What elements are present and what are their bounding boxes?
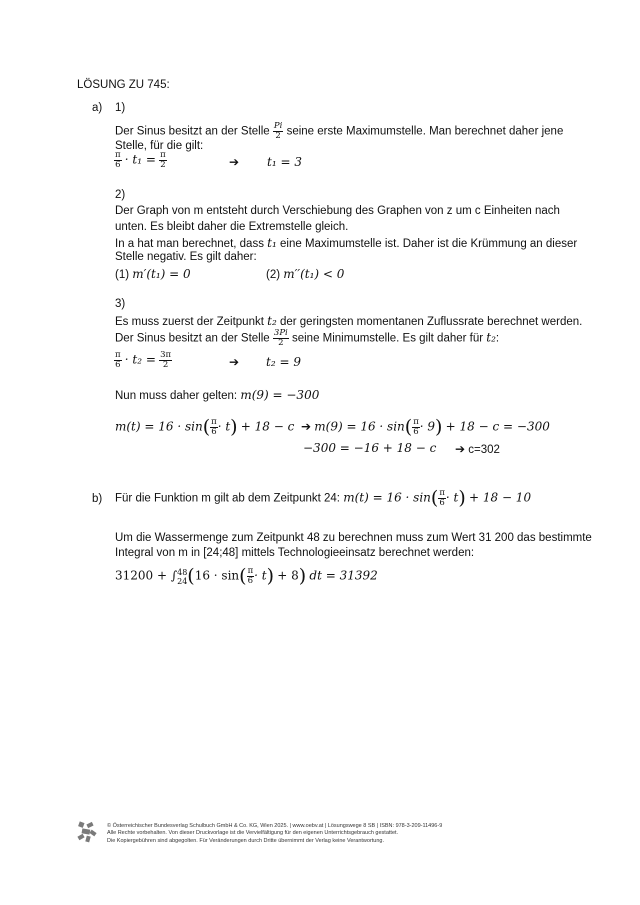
p3-line1 — [115, 314, 582, 328]
p3-line2-text-b: seine Minimumstelle. Es gilt daher für — [291, 332, 484, 345]
p3-line2-text-a: Der Sinus besitzt an der Stelle — [115, 332, 270, 345]
b-eq-b: + 18 − 10 — [468, 490, 532, 505]
fraction-3pi-over-2 — [159, 351, 172, 370]
fraction-pi-over-6 — [114, 351, 122, 370]
cond1-label: (1) — [115, 269, 130, 281]
int-b: 16 · sin — [194, 568, 240, 583]
fraction-pi-over-6 — [438, 489, 446, 508]
paren: ) — [230, 416, 238, 438]
frac-den: 6 — [439, 498, 445, 508]
p2-line1: Der Graph von m entsteht durch Verschiebung des Graphen von z um c Einheiten nach — [115, 205, 560, 217]
fraction-pi-over-6 — [210, 418, 218, 437]
paren: ( — [404, 416, 413, 438]
subpart-2-label: 2) — [115, 189, 126, 201]
frac-num: Pi — [273, 121, 283, 131]
page-title: LÖSUNG ZU 745: — [77, 79, 170, 91]
frac-den: 2 — [278, 338, 284, 348]
must-eq: m(9) = −300 — [240, 388, 320, 402]
fraction-3pi-over-2 — [273, 329, 289, 348]
integral-equation — [115, 567, 378, 586]
frac-num: π — [247, 566, 254, 576]
int-bounds — [177, 568, 187, 586]
t2-symbol: t₂ — [486, 330, 496, 345]
p1-line1-text-b: seine erste Maximumstelle. Man berechnet daher jene — [286, 125, 564, 138]
part-b-label: b) — [92, 493, 103, 505]
p2-line3-text-a: In a hat man berechnet, dass — [115, 238, 264, 250]
subpart-3-label: 3) — [115, 298, 126, 310]
int-a: 31200 + ∫ — [115, 568, 178, 583]
p2-line3-text-b: eine Maximumstelle ist. Daher ist die Krümmung an dieser — [280, 238, 578, 250]
c-result — [455, 442, 500, 456]
arrow-icon: ➔ — [229, 155, 240, 169]
frac-den: 2 — [162, 360, 169, 370]
frac-num: π — [439, 488, 445, 498]
b-line1 — [115, 489, 531, 508]
m9-a: m(9) = 16 · sin — [314, 419, 405, 434]
int-upper: 48 — [177, 567, 188, 577]
paren: ) — [298, 565, 307, 587]
condition-1 — [115, 267, 191, 281]
p3-line1-text-b: der geringsten momentanen Zuflussrate berechnet werden. — [279, 316, 583, 328]
c-equation: −300 = −16 + 18 − c — [303, 441, 437, 455]
fraction-pi-over-2 — [159, 151, 167, 170]
fraction-pi-over-6 — [412, 418, 420, 437]
footer-rights: Alle Rechte vorbehalten. Von dieser Druckvorlage ist die Vervielfältigung für den eigenen Unterrichtsgebrauch gestattet. — [107, 830, 399, 836]
eq-mid: · t₁ = — [124, 152, 156, 167]
must-text: Nun muss daher gelten: — [115, 390, 238, 402]
paren: ) — [458, 487, 466, 509]
dot-t: · t — [254, 568, 267, 583]
b-eq-a: m(t) = 16 · sin — [343, 490, 431, 505]
b-line2: Um die Wassermenge zum Zeitpunkt 48 zu berechnen muss zum Wert 31 200 das bestimmte — [115, 532, 592, 544]
colon: : — [495, 332, 500, 345]
p3-line1-text-a: Es muss zuerst der Zeitpunkt — [115, 316, 264, 328]
p2-line4: Stelle negativ. Es gilt daher: — [115, 251, 257, 263]
m-definition — [115, 418, 294, 437]
p3-result: t₂ = 9 — [266, 355, 301, 369]
int-lower: 24 — [177, 576, 188, 586]
fraction-pi-over-2 — [273, 122, 283, 141]
paren: ( — [187, 565, 195, 587]
must-line — [115, 388, 319, 402]
cond2-label: (2) — [266, 269, 281, 281]
frac-den: 6 — [211, 427, 217, 437]
p1-line1 — [115, 122, 563, 141]
paren: ) — [266, 565, 275, 587]
t2-symbol: t₂ — [267, 314, 277, 328]
frac-num: π — [115, 150, 121, 160]
p2-line2: unten. Es bleibt daher die Extremstelle gleich. — [115, 221, 349, 233]
p1-line2: Stelle, für die gilt: — [115, 140, 204, 152]
cond2-formula: m′′(t₁) < 0 — [283, 267, 345, 281]
fraction-pi-over-6 — [114, 151, 122, 170]
b-line1-text: Für die Funktion m gilt ab dem Zeitpunkt 24: — [115, 492, 340, 505]
m9-b: + 18 − c = −300 — [445, 419, 550, 434]
condition-2 — [266, 267, 344, 281]
footer-fees: Die Kopiergebühren sind abgegolten. Für Veränderungen durch Dritte übernimmt der Verlag keine Verantwortung. — [107, 838, 385, 844]
frac-den: 6 — [115, 360, 121, 370]
arrow-icon: ➔ — [455, 442, 466, 456]
p3-equation-left — [114, 351, 172, 370]
frac-num: π — [211, 417, 217, 427]
dot-t: · t — [445, 490, 459, 505]
paren: ) — [435, 416, 443, 438]
t1-symbol: t₁ — [267, 236, 277, 250]
paren: ( — [239, 565, 247, 587]
frac-num: 3Pi — [273, 328, 288, 338]
frac-den: 6 — [247, 576, 254, 586]
mdef-b: + 18 − c — [240, 419, 295, 434]
p2-line3 — [115, 236, 577, 250]
paren: ( — [202, 416, 211, 438]
mdef-a: m(t) = 16 · sin — [115, 419, 203, 434]
frac-den: 6 — [413, 427, 419, 437]
p1-result: t₁ = 3 — [267, 155, 302, 169]
dot-9: · 9 — [419, 419, 436, 434]
frac-num: π — [115, 350, 121, 360]
publisher-logo — [76, 821, 100, 846]
arrow-icon: ➔ — [229, 355, 240, 369]
int-c: + 8 — [277, 568, 299, 583]
p3-line2 — [115, 329, 499, 348]
arrow-icon: ➔ — [301, 419, 312, 434]
frac-num: 3π — [160, 350, 172, 360]
footer-copyright: © Österreichischer Bundesverlag Schulbuch GmbH & Co. KG, Wien 2025. | www.oebv.at | Lösungswege 8 SB | ISBN: 978-3-209-11496-9 — [107, 823, 443, 829]
frac-den: 6 — [115, 160, 121, 170]
frac-den: 2 — [160, 160, 166, 170]
subpart-1-label: 1) — [115, 102, 126, 114]
p1-line1-text-a: Der Sinus besitzt an der Stelle — [115, 125, 270, 138]
int-d: dt = 31392 — [309, 568, 378, 583]
cond1-formula: m′(t₁) = 0 — [132, 267, 191, 281]
dot-t: · t — [217, 419, 231, 434]
b-line3: Integral von m in [24;48] mittels Technologieeinsatz berechnet werden: — [115, 547, 475, 559]
eq-mid: · t₂ = — [124, 352, 156, 367]
part-a-label: a) — [92, 102, 103, 114]
c-result-text: c=302 — [468, 444, 500, 456]
p1-equation-left — [114, 151, 167, 170]
frac-den: 2 — [275, 131, 281, 141]
paren: ( — [430, 487, 439, 509]
frac-num: π — [160, 150, 166, 160]
m9-equation — [301, 418, 550, 437]
frac-num: π — [413, 417, 419, 427]
